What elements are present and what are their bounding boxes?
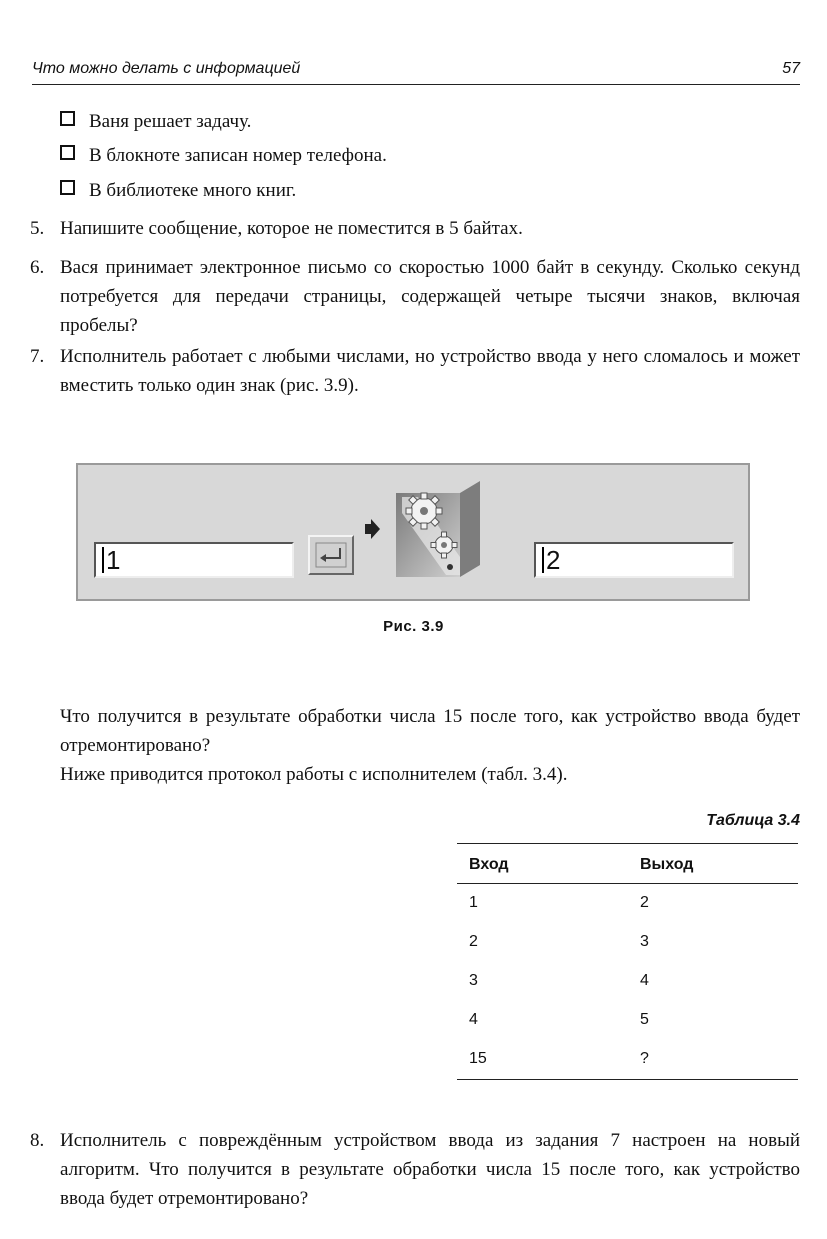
checkbox-square-icon xyxy=(60,111,75,126)
cell-output: ? xyxy=(640,1050,649,1067)
table-row xyxy=(457,962,798,1001)
cell-output: 5 xyxy=(640,1011,649,1028)
question-text: Вася принимает электронное письмо со скоростью 1000 байт в секунду. Сколько секунд потребуется для передачи страницы, содержащей четыре тысячи знаков, включая пробелы? xyxy=(60,257,800,336)
cell-input: 15 xyxy=(469,1050,487,1067)
question-8 xyxy=(30,1126,800,1213)
figure-caption: Рис. 3.9 xyxy=(383,618,444,635)
table-header-row xyxy=(457,844,798,883)
bullet-text: Ваня решает задачу. xyxy=(89,111,252,132)
input-field[interactable] xyxy=(94,542,294,578)
bullet-item xyxy=(60,110,251,134)
column-header-input: Вход xyxy=(469,856,509,873)
text-cursor xyxy=(542,547,544,573)
bullet-text: В блокноте записан номер телефона. xyxy=(89,145,387,166)
table-bottom-rule xyxy=(457,1079,798,1080)
question-6 xyxy=(30,253,800,340)
question-number: 6. xyxy=(30,257,45,278)
question-number: 8. xyxy=(30,1130,45,1151)
table-caption: Таблица 3.4 xyxy=(706,812,800,829)
cell-input: 1 xyxy=(469,894,478,911)
bullet-text: В библиотеке много книг. xyxy=(89,180,297,201)
question-text: Напишите сообщение, которое не поместится в 5 байтах. xyxy=(60,218,523,239)
question-7 xyxy=(30,342,800,400)
input-value: 1 xyxy=(106,545,121,575)
bullet-item xyxy=(60,179,296,203)
table-row xyxy=(457,884,798,923)
table-row xyxy=(457,923,798,962)
bullet-item xyxy=(60,144,387,168)
cell-input: 4 xyxy=(469,1011,478,1028)
paragraph-protocol-intro: Ниже приводится протокол работы с исполнителем (табл. 3.4). xyxy=(60,764,568,785)
question-number: 7. xyxy=(30,346,45,367)
output-value: 2 xyxy=(546,545,561,575)
cell-output: 2 xyxy=(640,894,649,911)
cell-output: 4 xyxy=(640,972,649,989)
figure-executor-panel xyxy=(76,463,750,601)
question-number: 5. xyxy=(30,218,45,239)
column-header-output: Выход xyxy=(640,856,694,873)
running-header xyxy=(32,58,800,85)
checkbox-square-icon xyxy=(60,180,75,195)
text-cursor xyxy=(102,547,104,573)
paragraph-question: Что получится в результате обработки числа 15 после того, как устройство ввода будет отремонтировано? xyxy=(60,706,800,756)
page-number: 57 xyxy=(782,60,800,77)
question-5 xyxy=(30,214,800,243)
cell-output: 3 xyxy=(640,933,649,950)
gears-processor-icon xyxy=(392,479,488,583)
question-text: Исполнитель с повреждённым устройством ввода из задания 7 настроен на новый алгоритм. Что получится в результате обработки числа 15 после того, как устройство ввода будет отремонтировано? xyxy=(60,1130,800,1209)
output-field[interactable] xyxy=(534,542,734,578)
checkbox-square-icon xyxy=(60,145,75,160)
chapter-title: Что можно делать с информацией xyxy=(32,60,301,77)
arrow-right-icon xyxy=(364,517,382,541)
protocol-table xyxy=(457,843,798,1080)
enter-button[interactable] xyxy=(308,535,354,575)
table-row xyxy=(457,1040,798,1079)
question-text: Исполнитель работает с любыми числами, но устройство ввода у него сломалось и может вместить только один знак (рис. 3.9). xyxy=(60,346,800,396)
table-row xyxy=(457,1001,798,1040)
enter-key-icon xyxy=(310,537,352,573)
cell-input: 2 xyxy=(469,933,478,950)
cell-input: 3 xyxy=(469,972,478,989)
